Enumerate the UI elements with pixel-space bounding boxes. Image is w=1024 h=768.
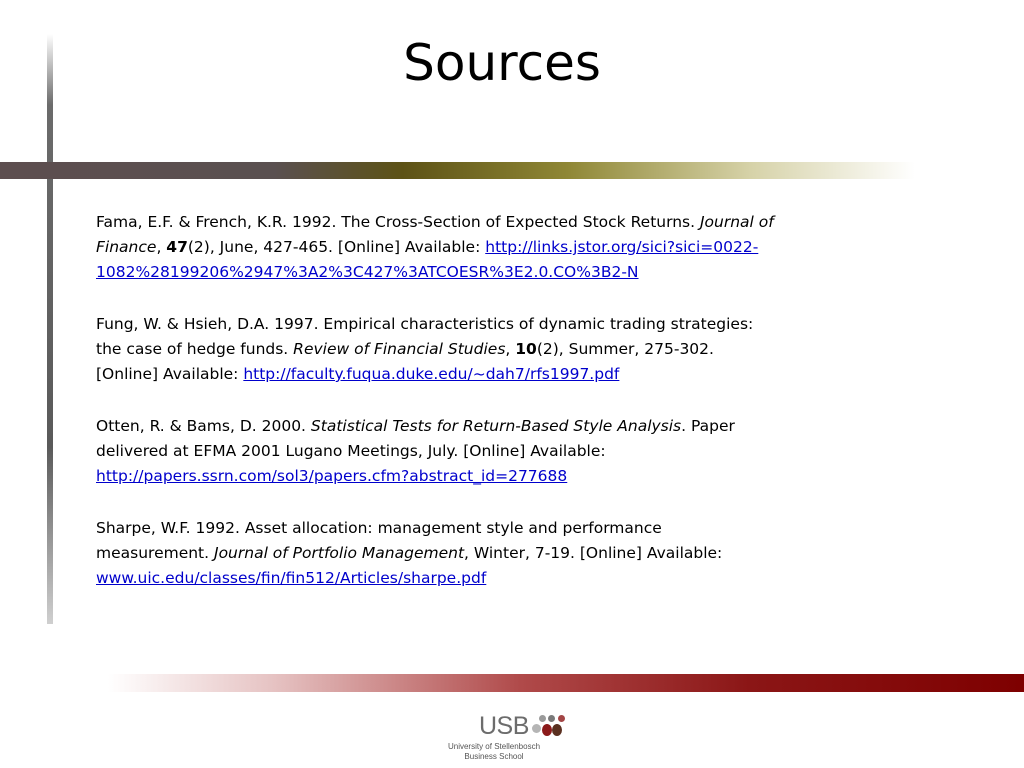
reference-link[interactable]: www.uic.edu/classes/fin/fin512/Articles/sharpe.pdf xyxy=(96,569,487,587)
volume-number: 10 xyxy=(515,340,537,358)
reference-fama-french xyxy=(96,210,776,285)
reference-text: (2), June, 427-465. [Online] Available: xyxy=(187,238,486,256)
footer-accent-bar xyxy=(108,674,1024,692)
reference-list xyxy=(96,210,776,618)
vertical-divider-line xyxy=(47,34,53,624)
logo-subtitle-school: Business School xyxy=(464,752,524,761)
reference-otten-bams xyxy=(96,414,776,489)
reference-text: , xyxy=(156,238,167,256)
reference-text: (2), Summer, 275-302. [Online] Available: xyxy=(96,340,714,383)
reference-text: , xyxy=(505,340,516,358)
reference-text: Sharpe, W.F. 1992. Asset allocation: management style and performance measurement. xyxy=(96,519,662,562)
reference-link[interactable]: http://papers.ssrn.com/sol3/papers.cfm?abstract_id=277688 xyxy=(96,467,568,485)
title-underline-bar xyxy=(0,162,915,179)
paper-title: Statistical Tests for Return-Based Style Analysis xyxy=(310,417,682,435)
logo-dots-icon xyxy=(532,714,566,740)
journal-title: Journal of Portfolio Management xyxy=(214,544,465,562)
logo-wordmark: USB xyxy=(479,712,529,740)
journal-title: Review of Financial Studies xyxy=(293,340,506,358)
reference-text: Fung, W. & Hsieh, D.A. 1997. Empirical characteristics of dynamic trading strategies: the case of hedge funds. xyxy=(96,315,754,358)
reference-link[interactable]: http://faculty.fuqua.duke.edu/~dah7/rfs1997.pdf xyxy=(243,365,620,383)
reference-text: Otten, R. & Bams, D. 2000. xyxy=(96,417,311,435)
logo-subtitle-university: University of Stellenbosch xyxy=(447,742,541,751)
reference-link[interactable]: http://links.jstor.org/sici?sici=0022-1082%28199206%2947%3A2%3C427%3ATCOESR%3E2.0.CO%3B2-N xyxy=(96,238,759,281)
reference-fung-hsieh xyxy=(96,312,776,387)
slide-title: Sources xyxy=(403,34,601,92)
volume-number: 47 xyxy=(166,238,188,256)
usb-logo xyxy=(424,714,584,764)
reference-text: Fama, E.F. & French, K.R. 1992. The Cross-Section of Expected Stock Returns. xyxy=(96,213,700,231)
reference-text: , Winter, 7-19. [Online] Available: xyxy=(464,544,723,562)
reference-text: . Paper delivered at EFMA 2001 Lugano Meetings, July. [Online] Available: xyxy=(96,417,735,460)
journal-title: Journal of Finance xyxy=(96,213,774,256)
reference-sharpe xyxy=(96,516,776,591)
